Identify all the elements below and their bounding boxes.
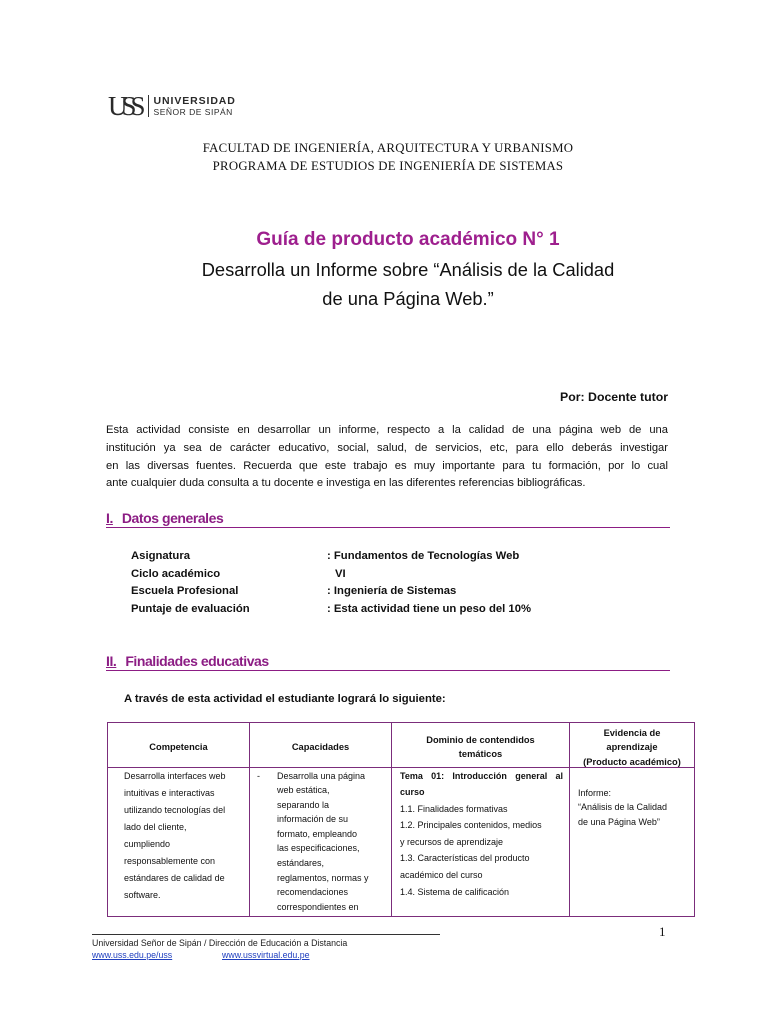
subtitle-line-1: Desarrolla un Informe sobre “Análisis de la Calidad xyxy=(201,259,615,280)
footer-link-ussvirtual[interactable]: www.ussvirtual.edu.pe xyxy=(222,950,310,960)
header-line-group xyxy=(292,740,349,755)
data-row-asignatura xyxy=(131,548,531,566)
intro-line: institución ya sea de carácter educativo, social, salud, de servicios, etc, para ello deberás investigar xyxy=(106,441,668,454)
section-title: Finalidades educativas xyxy=(125,653,269,669)
header-line: aprendizaje xyxy=(606,742,658,752)
topic-item-line: y recursos de aprendizaje xyxy=(400,836,504,847)
section-number: II. xyxy=(106,653,117,669)
header-line-group xyxy=(426,733,534,762)
data-value: : Ingeniería de Sistemas xyxy=(327,585,457,597)
header-line: Evidencia de xyxy=(603,727,661,738)
logo-divider xyxy=(148,95,149,117)
topic-title xyxy=(400,768,563,801)
logo-line-1: UNIVERSIDAD xyxy=(153,94,236,107)
section-heading-datos-generales xyxy=(106,509,670,528)
cell-line: utilizando tecnologías del xyxy=(124,804,226,815)
footer-divider xyxy=(92,934,440,935)
cell-line: Desarrolla interfaces web xyxy=(124,770,226,781)
logo-mark: USS xyxy=(108,91,140,121)
cell-line-group xyxy=(277,769,391,915)
cell-line: separando la xyxy=(277,799,330,810)
cell-line: formato, empleando xyxy=(277,828,358,839)
cell-line: reglamentos, normas y xyxy=(277,872,369,883)
intro-line: ante cualquier duda consulta a tu docente e investiga en las diferentes referencias bibliográficas. xyxy=(106,477,586,490)
data-row-escuela xyxy=(131,583,531,601)
guide-title: Guía de producto académico N° 1 xyxy=(256,229,560,250)
topic-item-line: 1.2. Principales contenidos, medios xyxy=(400,820,542,831)
header-competencia xyxy=(108,723,250,768)
document-title-block xyxy=(110,228,706,313)
list-bullet: - xyxy=(257,770,260,781)
data-row-ciclo xyxy=(131,566,531,584)
data-value: : Esta actividad tiene un peso del 10% xyxy=(327,602,532,615)
cell-line: correspondientes en xyxy=(277,901,359,912)
cell-line: recomendaciones xyxy=(277,887,349,898)
intro-line: en las diversas fuentes. Recuerda que este trabajo es muy importante para tu formación, por lo cual xyxy=(106,459,668,472)
data-value: VI xyxy=(335,567,346,580)
cell-line: “Análisis de la Calidad xyxy=(578,802,668,813)
section-title: Datos generales xyxy=(121,510,224,526)
header-capacidades xyxy=(250,723,392,768)
header-line-group xyxy=(149,740,207,755)
data-label: Asignatura xyxy=(131,550,191,562)
cell-line: software. xyxy=(124,889,161,900)
data-row-puntaje xyxy=(131,601,531,619)
data-label: Escuela Profesional xyxy=(131,585,239,597)
topic-line: Tema 01: Introducción general al xyxy=(400,770,563,781)
general-data-list xyxy=(131,548,531,618)
topic-item-line: 1.3. Características del producto xyxy=(400,853,530,864)
data-value: : Fundamentos de Tecnologías Web xyxy=(327,550,520,562)
data-label: Ciclo académico xyxy=(131,567,221,580)
cell-line: estándares, xyxy=(277,858,325,869)
cell-line: cumpliendo xyxy=(124,838,171,849)
cell-line: intuitivas e interactivas xyxy=(124,787,215,798)
intro-paragraph xyxy=(106,422,668,493)
cell-line: lado del cliente, xyxy=(124,821,187,832)
section-heading-finalidades xyxy=(106,652,670,671)
cell-line: estándares de calidad de xyxy=(124,872,225,883)
cell-competencia xyxy=(108,768,250,917)
cell-line: información de su xyxy=(277,814,349,825)
cell-line: web estática, xyxy=(277,785,330,796)
cell-line: Informe: xyxy=(578,787,612,798)
header-evidencia xyxy=(570,723,694,768)
header-line: Capacidades xyxy=(291,742,350,752)
cell-line: las especificaciones, xyxy=(277,843,360,854)
topic-item-line: 1.1. Finalidades formativas xyxy=(400,803,508,814)
header-line: Competencia xyxy=(149,742,208,752)
author-line: Por: Docente tutor xyxy=(560,390,668,404)
faculty-name: FACULTAD DE INGENIERÍA, ARQUITECTURA Y URBANISMO xyxy=(202,141,574,155)
footer-institution: Universidad Señor de Sipán / Dirección de Educación a Distancia xyxy=(92,938,348,948)
cell-capacidades xyxy=(250,768,392,917)
footer-link-uss[interactable]: www.uss.edu.pe/uss xyxy=(92,950,173,960)
section-lead-text: A través de esta actividad el estudiante logrará lo siguiente: xyxy=(124,693,446,705)
page-number: 1 xyxy=(659,924,666,939)
header-line: (Producto académico) xyxy=(583,756,681,767)
topic-item-line: académico del curso xyxy=(400,870,483,881)
header-line: temáticos xyxy=(458,749,503,760)
subtitle-line-2: de una Página Web.” xyxy=(322,287,494,309)
intro-line: Esta actividad consiste en desarrollar un informe, respecto a la calidad de una página web de una xyxy=(106,424,668,436)
educational-goals-table xyxy=(107,722,695,917)
cell-line: responsablemente con xyxy=(124,855,216,866)
university-logo xyxy=(108,92,236,120)
data-label: Puntaje de evaluación xyxy=(131,602,250,615)
topic-line: curso xyxy=(400,787,425,798)
cell-line: de una Página Web” xyxy=(578,816,660,827)
topic-items xyxy=(400,801,563,901)
section-number: I. xyxy=(106,510,113,526)
header-dominio xyxy=(392,723,570,768)
logo-wordmark xyxy=(154,95,236,118)
cell-dominio xyxy=(392,768,570,917)
topic-item-line: 1.4. Sistema de calificación xyxy=(400,886,510,897)
header-line: Dominio de contendidos xyxy=(426,734,535,745)
program-name: PROGRAMA DE ESTUDIOS DE INGENIERÍA DE SISTEMAS xyxy=(212,159,564,173)
cell-evidencia xyxy=(570,768,694,917)
header-line-group xyxy=(583,726,681,770)
logo-line-2: SEÑOR DE SIPÁN xyxy=(153,106,233,117)
cell-line: Desarrolla una página xyxy=(277,770,366,781)
